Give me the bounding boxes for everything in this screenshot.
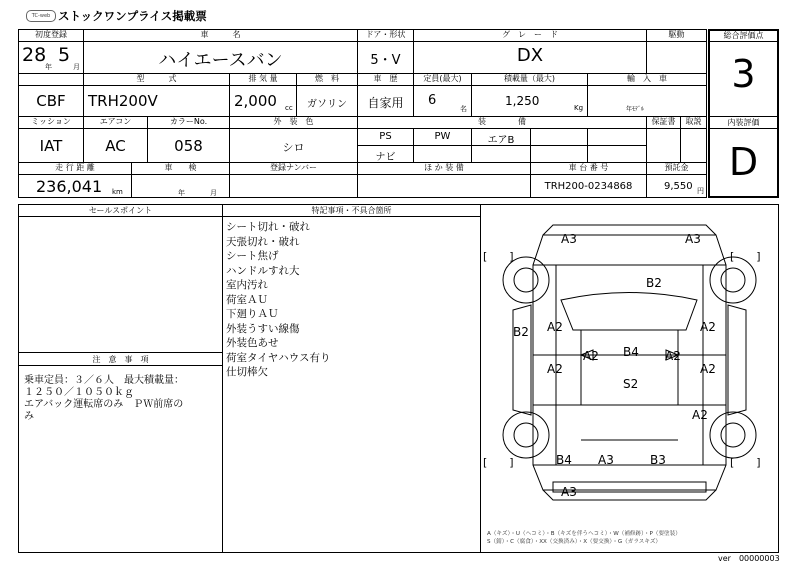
model: TRH200V — [88, 92, 158, 110]
damage-mark: A2 — [547, 320, 563, 334]
version-label: ver 00000003 — [718, 554, 780, 563]
capacity-unit: 名 — [460, 105, 467, 113]
note-line: 乗車定員：３／６人 最大積載量： — [24, 375, 184, 386]
remark-item: 仕切棒欠 — [226, 366, 268, 378]
load: 1,250 — [505, 94, 540, 108]
label-price: 預託金 — [664, 163, 689, 172]
damage-mark: A3 — [561, 232, 577, 246]
sales-point-title: セールスポイント — [88, 206, 153, 215]
overall-score: 3 — [731, 52, 756, 96]
remark-item: 外装うすい線傷 — [226, 322, 300, 335]
label-load: 積載量（最大) — [503, 74, 556, 83]
label-aircon: エアコン — [99, 117, 132, 126]
remark-item: ハンドルすれ大 — [226, 264, 300, 277]
label-capacity: 定員(最大) — [423, 74, 462, 83]
equip-0: PS — [379, 131, 392, 142]
bracket-bottom-left: [ ] — [483, 456, 514, 469]
note-line: １２５０／１０５０ｋｇ — [24, 387, 134, 398]
model-prefix: CBF — [36, 92, 66, 110]
label-warranty: 保証書 — [651, 117, 676, 126]
remark-item: 外装色あせ — [226, 337, 279, 349]
label-inspection: 車 検 — [164, 163, 197, 172]
note-line: み — [24, 411, 34, 422]
legend-line: S（錆）・C（腐食）・XX（交換済み）・X（要交換）・G（ガラスキズ） — [487, 539, 662, 545]
damage-mark: A2 — [665, 349, 681, 363]
label-car-name: 車 名 — [200, 30, 241, 39]
damage-mark: A3 — [561, 485, 577, 499]
label-plate: 登録ナンバー — [269, 163, 318, 172]
wheel-rear-right — [710, 412, 756, 458]
damage-mark: B2 — [646, 276, 662, 290]
bracket-top-left: [ ] — [483, 250, 514, 263]
damage-mark: A2 — [547, 362, 563, 376]
label-door-shape: ドア・形状 — [365, 30, 406, 39]
fuel: ガソリン — [307, 99, 347, 110]
price-unit: 円 — [697, 187, 704, 195]
damage-mark: A2 — [583, 349, 599, 363]
label-color-no: カラーNo. — [169, 117, 208, 126]
damage-mark: B4 — [623, 345, 639, 359]
label-mileage: 走 行 距 離 — [55, 163, 95, 172]
equip-2: エアB — [487, 135, 515, 146]
label-first-reg: 初度登録 — [35, 30, 67, 39]
remark-item: 荷室ＡＵ — [226, 293, 268, 306]
note-line: エアバック運転席のみ ＰＷ前席の — [24, 399, 184, 410]
remark-item: 下廻りＡＵ — [226, 308, 279, 320]
label-manual: 取説 — [685, 117, 702, 126]
door-shape: 5・V — [370, 53, 401, 68]
label-chassis: 車 台 番 号 — [568, 163, 609, 172]
page-title: ストックワンプライス掲載票 — [58, 9, 207, 23]
inspection-month-unit: 月 — [210, 189, 217, 197]
capacity: 6 — [428, 93, 437, 108]
remarks-list — [226, 220, 330, 380]
color-no: 058 — [174, 137, 203, 155]
label-history: 車 歴 — [373, 74, 398, 83]
reg-year: 28 — [22, 44, 47, 66]
inspection-year-unit: 年 — [178, 189, 185, 197]
label-model: 型 式 — [136, 74, 177, 83]
label-fuel: 燃 料 — [315, 74, 339, 83]
label-drive: 駆動 — [668, 30, 685, 39]
remark-item: 室内汚れ — [226, 279, 268, 291]
reg-month-unit: 月 — [73, 63, 80, 71]
bracket-bottom-right: [ ] — [730, 456, 761, 469]
damage-mark: A3 — [598, 453, 614, 467]
damage-mark: S2 — [623, 377, 639, 391]
wheel-rear-left — [503, 412, 549, 458]
history: 自家用 — [367, 96, 404, 110]
displacement-unit: cc — [285, 104, 293, 112]
notes-list — [24, 375, 184, 423]
interior-score: D — [728, 140, 759, 184]
remark-item: 荷室タイヤハウス有り — [226, 351, 331, 364]
equip-4: ナビ — [375, 152, 396, 163]
reg-month: 5 — [58, 44, 71, 66]
legend-line: A（キズ）・U（ヘコミ）・B（キズを伴うヘコミ）・W（補修跡）・P（要塗装） — [487, 531, 681, 537]
car-name: ハイエースバン — [158, 50, 283, 71]
damage-mark: B3 — [650, 453, 666, 467]
logo: TC-web — [26, 10, 56, 22]
reg-year-unit: 年 — [45, 63, 52, 71]
chassis-number: TRH200-0234868 — [544, 181, 633, 192]
bracket-top-right: [ ] — [730, 250, 761, 263]
remark-item: 天張切れ・破れ — [226, 235, 300, 248]
damage-mark: B4 — [556, 453, 572, 467]
notes-title: 注 意 事 項 — [92, 355, 149, 364]
damage-legend — [487, 530, 681, 546]
label-mission: ミッション — [31, 117, 71, 126]
grade: DX — [516, 45, 544, 66]
aircon: AC — [105, 137, 126, 155]
equip-1: PW — [434, 131, 451, 142]
damage-mark: A2 — [692, 408, 708, 422]
remarks-title: 特記事項・不具合箇所 — [311, 206, 392, 215]
deposit-price: 9,550 — [664, 181, 693, 192]
remark-item: シート焦げ — [226, 250, 279, 262]
damage-mark: B2 — [513, 325, 529, 339]
damage-mark: A2 — [700, 362, 716, 376]
label-displacement: 排 気 量 — [248, 74, 278, 83]
remark-item: シート切れ・破れ — [226, 221, 310, 233]
damage-mark: A3 — [685, 232, 701, 246]
label-interior-grade: 内装評価 — [727, 118, 760, 127]
mission: IAT — [39, 137, 63, 155]
exterior-color: シロ — [282, 141, 305, 154]
mileage: 236,041 — [36, 177, 103, 196]
displacement: 2,000 — [234, 92, 277, 110]
load-unit: Kg — [574, 104, 584, 112]
mileage-unit: km — [112, 188, 123, 196]
label-other-equip: ほ か 装 備 — [424, 163, 464, 172]
label-overall-grade: 総合評価点 — [723, 31, 764, 40]
damage-mark: A2 — [700, 320, 716, 334]
label-import: 輸 入 車 — [627, 74, 667, 83]
label-grade: グ レ ー ド — [502, 30, 558, 39]
model-year-label: 年ﾓﾃﾞﾙ — [626, 106, 645, 113]
label-exterior: 外 装 色 — [273, 117, 314, 126]
label-equipment: 装 備 — [478, 117, 526, 126]
